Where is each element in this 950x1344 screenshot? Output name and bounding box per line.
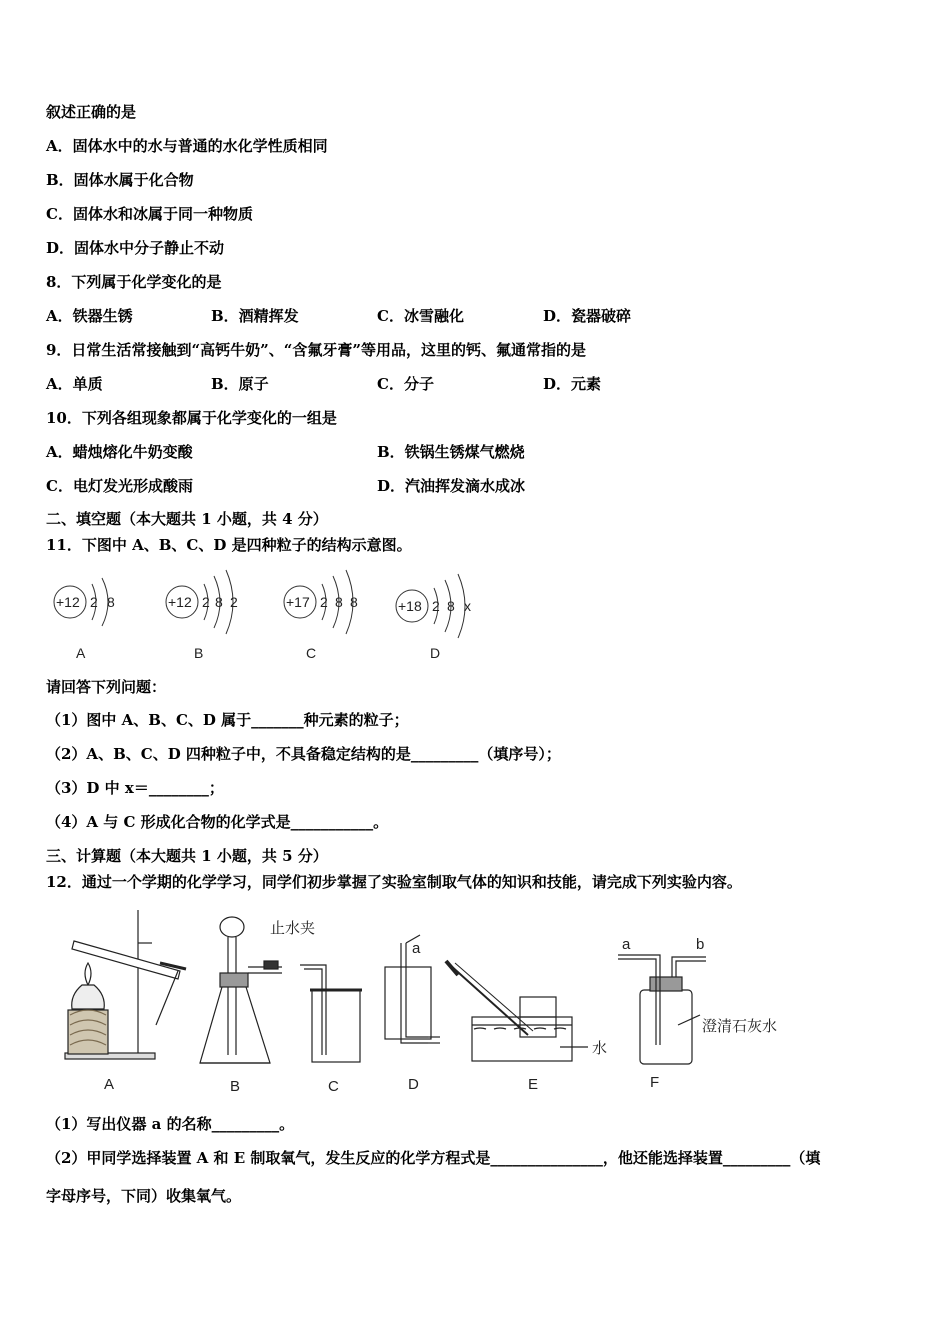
q11-sub-1: （1）图中 A、B、C、D 属于_______种元素的粒子； xyxy=(46,711,409,729)
q9-stem: 9．日常生活常接触到“高钙牛奶”、“含氟牙膏”等用品，这里的钙、氟通常指的是 xyxy=(46,341,586,359)
q11-prompt: 请回答下列问题： xyxy=(46,678,167,696)
q12-stem: 12．通过一个学期的化学学习，同学们初步掌握了实验室制取气体的知识和技能，请完成下列实验内容。 xyxy=(46,873,742,891)
nucleus-c: +17 xyxy=(286,594,310,610)
f-a-label: a xyxy=(622,936,631,953)
q9-option-b: B．原子 xyxy=(211,375,269,393)
shell-a-2: 8 xyxy=(107,594,115,610)
apparatus-label-b: B xyxy=(230,1078,241,1095)
q8-option-a: A．铁器生锈 xyxy=(46,307,133,325)
q11-sub-2: （2）A、B、C、D 四种粒子中，不具备稳定结构的是_________（填序号）； xyxy=(46,745,561,763)
label-c: C xyxy=(306,645,317,661)
q7-option-d: D．固体水中分子静止不动 xyxy=(46,239,225,257)
limewater-label: 澄清石灰水 xyxy=(702,1018,778,1035)
q7-option-c: C．固体水和冰属于同一种物质 xyxy=(46,205,253,223)
q8-stem: 8．下列属于化学变化的是 xyxy=(46,273,222,291)
nucleus-d: +18 xyxy=(398,598,422,614)
label-d: D xyxy=(430,645,441,661)
shell-c-3: 8 xyxy=(350,594,358,610)
f-b-label: b xyxy=(696,936,705,953)
q11-stem: 11．下图中 A、B、C、D 是四种粒子的结构示意图。 xyxy=(46,536,412,554)
q12-sub-2-cont: 字母序号，下同）收集氧气。 xyxy=(46,1187,242,1205)
q10-option-a: A．蜡烛熔化牛奶变酸 xyxy=(46,443,193,461)
water-label: 水 xyxy=(592,1040,608,1057)
q8-option-c: C．冰雪融化 xyxy=(377,307,464,325)
apparatus-label-a: A xyxy=(104,1076,115,1093)
q9-option-d: D．元素 xyxy=(543,375,602,393)
shell-b-1: 2 xyxy=(202,594,210,610)
lab-apparatus-figure xyxy=(60,905,800,1100)
apparatus-label-e: E xyxy=(528,1076,539,1093)
q10-option-c: C．电灯发光形成酸雨 xyxy=(46,477,193,495)
nucleus-b: +12 xyxy=(168,594,192,610)
q11-sub-4: （4）A 与 C 形成化合物的化学式是___________。 xyxy=(46,813,389,831)
shell-b-2: 8 xyxy=(215,594,223,610)
q10-option-b: B．铁锅生锈煤气燃烧 xyxy=(377,443,525,461)
q12-sub-2: （2）甲同学选择装置 A 和 E 制取氧气，发生反应的化学方程式是_______________，他还能选择装置_________（填 xyxy=(46,1149,821,1167)
q10-option-d: D．汽油挥发滴水成冰 xyxy=(377,477,526,495)
q7-stem-tail: 叙述正确的是 xyxy=(46,103,137,121)
shell-d-1: 2 xyxy=(432,598,440,614)
shell-d-2: 8 xyxy=(447,598,455,614)
clamp-label: 止水夹 xyxy=(270,920,316,937)
apparatus-label-c: C xyxy=(328,1078,339,1095)
apparatus-label-d: D xyxy=(408,1076,419,1093)
nucleus-a: +12 xyxy=(56,594,80,610)
section2-title: 二、填空题（本大题共 1 小题，共 4 分） xyxy=(46,510,328,528)
shell-c-2: 8 xyxy=(335,594,343,610)
q11-sub-3: （3）D 中 x＝________； xyxy=(46,779,224,797)
q9-option-a: A．单质 xyxy=(46,375,103,393)
q9-option-c: C．分子 xyxy=(377,375,434,393)
section3-title: 三、计算题（本大题共 1 小题，共 5 分） xyxy=(46,847,328,865)
label-a: A xyxy=(76,645,86,661)
shell-b-3: 2 xyxy=(230,594,238,610)
atomic-structure-diagrams xyxy=(40,562,500,666)
q8-option-b: B．酒精挥发 xyxy=(211,307,299,325)
label-b: B xyxy=(194,645,204,661)
q7-option-a: A．固体水中的水与普通的水化学性质相同 xyxy=(46,137,328,155)
shell-c-1: 2 xyxy=(320,594,328,610)
q12-sub-1: （1）写出仪器 a 的名称_________。 xyxy=(46,1115,295,1133)
apparatus-a-label: a xyxy=(412,940,421,957)
shell-d-3: x xyxy=(464,598,471,614)
apparatus-label-f: F xyxy=(650,1074,660,1091)
shell-a-1: 2 xyxy=(90,594,98,610)
q8-option-d: D．瓷器破碎 xyxy=(543,307,632,325)
q7-option-b: B．固体水属于化合物 xyxy=(46,171,194,189)
q10-stem: 10．下列各组现象都属于化学变化的一组是 xyxy=(46,409,337,427)
